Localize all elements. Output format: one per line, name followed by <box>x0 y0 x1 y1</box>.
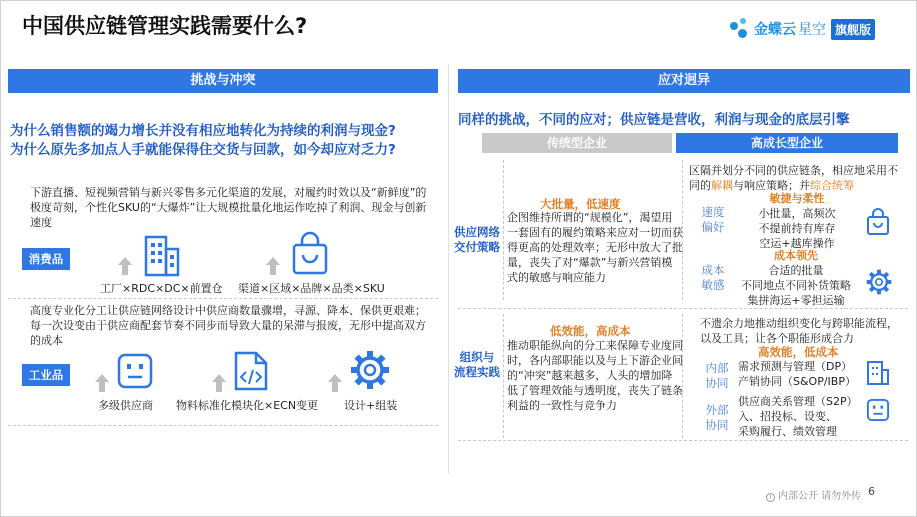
cost-label <box>696 263 730 293</box>
footer-text: 内部公开 请勿外传 <box>778 491 862 502</box>
left-question-2: 为什么原先多加点人手就能保得住交货与回款，如今却应对乏力? <box>10 142 396 158</box>
cost-title: 成本领先 <box>774 249 818 262</box>
row-label-line: 流程实践 <box>454 365 500 379</box>
arrow-up-icon <box>118 257 132 275</box>
external-line: 入、招投标、设变、 <box>738 410 837 423</box>
speed-block <box>738 191 856 251</box>
logo-product: 星空 <box>798 22 826 38</box>
industrial-caption-design: 设计+组装 <box>344 399 398 412</box>
cost-line: 集拼海运+零担运输 <box>747 294 845 307</box>
traditional-2-title: 低效能，高成本 <box>550 324 631 338</box>
industrial-caption-ecn: 物料标准化模块化×ECN变更 <box>176 399 319 412</box>
left-header: 挑战与冲突 <box>8 69 438 93</box>
page-number: 6 <box>868 485 875 498</box>
page-title: 中国供应链管理实践需要什么? <box>22 14 308 38</box>
row-label-organization <box>454 350 500 380</box>
external-label-line: 外部 <box>705 403 729 417</box>
row-label-supply-network <box>454 225 500 255</box>
right-header: 应对迥异 <box>458 69 910 93</box>
section-divider <box>8 425 438 426</box>
code-document-icon <box>232 350 270 392</box>
speed-line: 小批量，高频次 <box>758 207 836 220</box>
external-line: 供应商关系管理（S2P） <box>738 395 858 408</box>
supplier-robot-icon <box>866 398 890 422</box>
section-divider <box>458 440 908 441</box>
cost-label-line: 成本 <box>701 263 725 277</box>
speed-line: 不提前持有库存 <box>758 222 836 235</box>
building-icon <box>142 233 182 277</box>
growth-1-intro-text: 区隔并划分不同的供应链条，相应地采用不同的 <box>689 164 898 192</box>
external-label-line: 协同 <box>705 418 729 432</box>
growth-1-intro-text: 与响应策略；并 <box>733 179 810 192</box>
cost-block <box>726 248 866 308</box>
row-label-line: 供应网络 <box>454 225 500 239</box>
industrial-caption-suppliers: 多级供应商 <box>98 399 153 412</box>
internal-line: 需求预测与管理（DP） <box>738 360 853 373</box>
external-line: 采购履行、绩效管理 <box>738 425 837 438</box>
speed-line: 空运+越库操作 <box>759 237 835 250</box>
growth-2-intro: 不遗余力地推动组织变化与跨职能流程，以及工具；让各个职能形成合力 <box>700 317 898 345</box>
speed-label <box>696 205 730 235</box>
section-divider <box>458 308 908 309</box>
column-divider <box>682 314 683 438</box>
speed-title: 敏捷与柔性 <box>769 192 825 205</box>
arrow-up-icon <box>95 374 109 392</box>
footer-notice <box>766 487 861 502</box>
internal-label-line: 协同 <box>705 376 729 390</box>
center-divider <box>448 64 449 474</box>
column-divider <box>682 160 683 300</box>
shopping-bag-icon <box>290 231 330 275</box>
brand-logo <box>728 18 875 40</box>
cost-label-line: 敏感 <box>701 278 725 292</box>
col-growth: 高成长型企业 <box>676 133 898 153</box>
arrow-up-icon <box>212 374 226 392</box>
arrow-up-icon <box>266 257 280 275</box>
cost-line: 不同地点不同补货策略 <box>741 279 851 292</box>
bar-chart-icon <box>866 360 890 386</box>
row-label-line: 交付策略 <box>454 240 500 254</box>
traditional-2-text: 推动职能纵向的分工来保障专业度同时，各内部职能以及与上下游企业间的“冲突”越来越多，人头的增加降低了管理效能与透明度，丧失了链条利益的一致性与竞争力 <box>507 339 683 412</box>
section-divider <box>8 298 438 299</box>
industrial-paragraph: 高度专业化分工让供应链网络设计中供应商数量骤增，寻源、降本、保供更艰难；每一次设变由于供应商配套节奏不同步而导致大量的呆滞与报废，无形中提高双方的成本 <box>30 304 426 347</box>
growth-1-highlight-decouple: 解耦 <box>711 179 733 192</box>
growth-1-intro <box>689 163 901 193</box>
logo-dots-icon <box>728 18 750 40</box>
speed-label-line: 速度 <box>701 205 725 219</box>
tag-industrial: 工业品 <box>22 364 70 386</box>
consumer-caption-logistics: 工厂×RDC×DC×前置仓 <box>100 282 223 295</box>
cost-line: 合适的批量 <box>768 264 824 277</box>
growth-2-title: 高效能，低成本 <box>758 345 839 359</box>
external-block <box>738 394 868 439</box>
traditional-1-text: 企图维持所谓的“规模化”，渴望用一套固有的履约策略来应对一切而获得更高的处理效率；无形中放大了批量，丧失了对“爆款”与新兴营销模式的敏感与响应能力 <box>507 211 683 284</box>
column-divider <box>503 160 504 300</box>
internal-line: 产销协同（S&OP/IBP） <box>738 375 856 388</box>
internal-block <box>738 359 868 389</box>
external-label <box>700 403 734 433</box>
left-question-1: 为什么销售额的竭力增长并没有相应地转化为持续的利润与现金? <box>10 123 396 139</box>
gear-icon <box>866 269 892 295</box>
column-divider <box>503 314 504 438</box>
logo-badge: 旗舰版 <box>831 19 875 40</box>
info-icon: i <box>766 493 775 502</box>
logo-brand: 金蝶云 <box>754 22 796 38</box>
internal-label-line: 内部 <box>705 361 729 375</box>
internal-label <box>700 361 734 391</box>
traditional-1-title: 大批量，低速度 <box>540 197 621 211</box>
tag-consumer: 消费品 <box>22 248 70 270</box>
consumer-paragraph: 下游直播、短视频营销与新兴零售多元化渠道的发展，对履约时效以及“新鲜度”的极度苛刻，个性化SKU的“大爆炸”让大规模批量化地运作吃掉了利润、现金与创新速度 <box>30 186 427 229</box>
col-traditional: 传统型企业 <box>482 133 672 153</box>
right-subtitle: 同样的挑战，不同的应对；供应链是营收，利润与现金的底层引擎 <box>458 112 850 128</box>
row-label-line: 组织与 <box>459 350 495 364</box>
gear-icon <box>350 350 390 390</box>
supplier-robot-icon <box>116 352 154 390</box>
growth-1-highlight-coordinate: 综合统筹 <box>810 179 854 192</box>
consumer-caption-channels: 渠道×区域×品牌×品类×SKU <box>238 282 385 295</box>
speed-label-line: 偏好 <box>701 220 725 234</box>
shopping-bag-icon <box>866 208 890 236</box>
arrow-up-icon <box>328 374 342 392</box>
